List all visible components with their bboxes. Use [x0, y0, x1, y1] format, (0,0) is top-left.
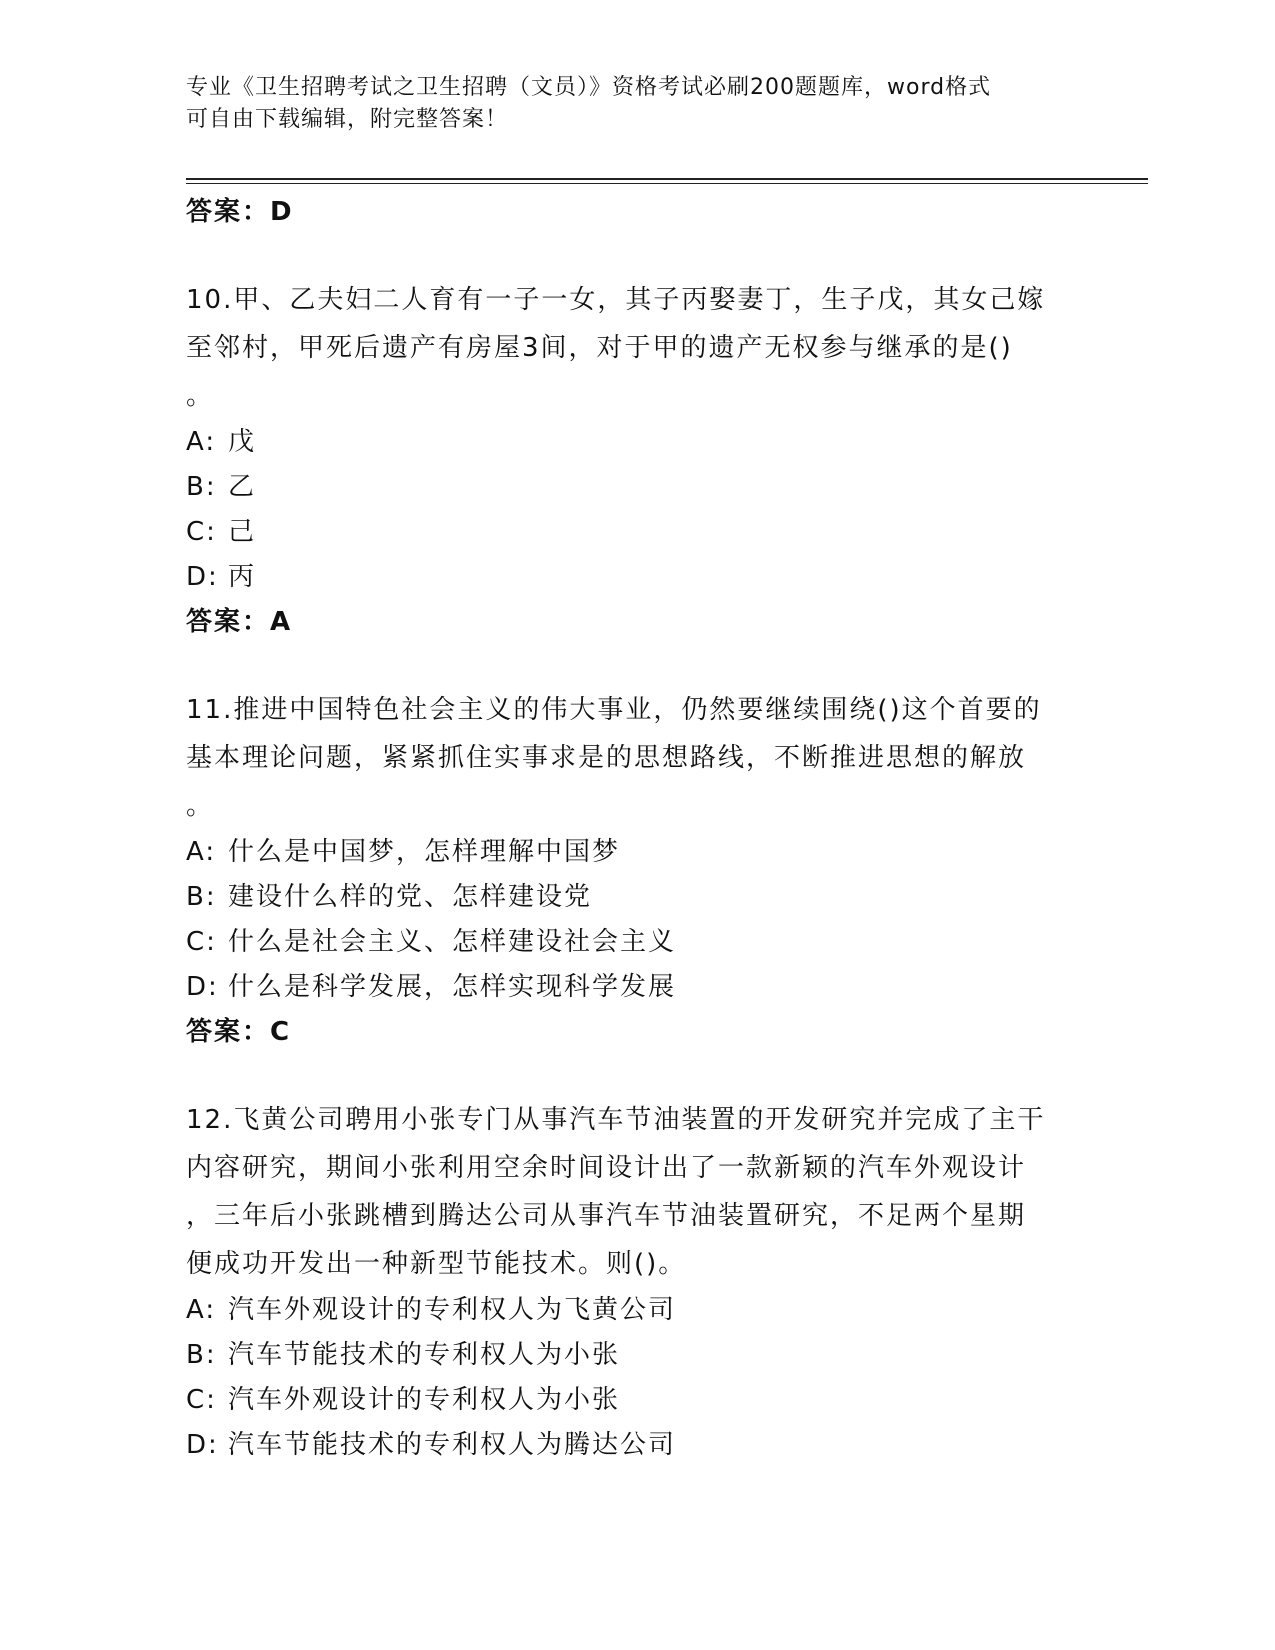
previous-answer: 答案：D: [186, 197, 294, 227]
option-text: 汽车外观设计的专利权人为飞黄公司: [228, 1295, 677, 1325]
option-text: 丙: [228, 562, 257, 592]
header-rule-thin: [186, 183, 1148, 184]
option-letter: C:: [186, 517, 217, 547]
stem-line: 11.推进中国特色社会主义的伟大事业，仍然要继续围绕()这个首要的: [186, 695, 1042, 725]
option-letter: D:: [186, 562, 219, 592]
stem-line: 。: [186, 791, 215, 821]
question-stem: [186, 1096, 1086, 1288]
question-list: [186, 190, 1086, 1468]
document-header: [186, 72, 1086, 136]
option-c: [186, 510, 1086, 555]
header-line-2: 可自由下载编辑，附完整答案！: [186, 107, 509, 132]
stem-line: 。: [186, 381, 215, 411]
option-letter: A:: [186, 427, 217, 457]
stem-line: 10.甲、乙夫妇二人育有一子一女，其子丙娶妻丁，生子戊，其女己嫁: [186, 285, 1046, 315]
header-line-1: 专业《卫生招聘考试之卫生招聘（文员）》资格考试必刷200题题库，word格式: [186, 75, 992, 100]
option-letter: C:: [186, 927, 217, 957]
option-letter: B:: [186, 882, 217, 912]
option-b: [186, 875, 1086, 920]
option-text: 什么是中国梦，怎样理解中国梦: [228, 837, 621, 867]
spacer: [186, 644, 1086, 686]
option-d: [186, 555, 1086, 600]
question-10: [186, 276, 1086, 644]
option-text: 汽车外观设计的专利权人为小张: [228, 1385, 621, 1415]
stem-line: ，三年后小张跳槽到腾达公司从事汽车节油装置研究，不足两个星期: [186, 1201, 1027, 1231]
option-text: 汽车节能技术的专利权人为小张: [228, 1340, 621, 1370]
question-11: [186, 686, 1086, 1054]
option-a: [186, 420, 1086, 465]
option-d: [186, 965, 1086, 1010]
option-letter: D:: [186, 1430, 219, 1460]
spacer: [186, 1054, 1086, 1096]
option-b: [186, 465, 1086, 510]
option-letter: C:: [186, 1385, 217, 1415]
option-letter: D:: [186, 972, 219, 1002]
stem-line: 基本理论问题，紧紧抓住实事求是的思想路线，不断推进思想的解放: [186, 743, 1027, 773]
answer-10: 答案：A: [186, 607, 293, 637]
option-a: [186, 830, 1086, 875]
spacer: [186, 234, 1086, 276]
option-a: [186, 1288, 1086, 1333]
option-text: 建设什么样的党、怎样建设党: [228, 882, 593, 912]
stem-line: 内容研究，期间小张利用空余时间设计出了一款新颖的汽车外观设计: [186, 1153, 1027, 1183]
option-c: [186, 1378, 1086, 1423]
option-b: [186, 1333, 1086, 1378]
question-stem: [186, 686, 1086, 830]
option-letter: A:: [186, 1295, 217, 1325]
option-letter: B:: [186, 472, 217, 502]
option-letter: B:: [186, 1340, 217, 1370]
question-12: [186, 1096, 1086, 1468]
option-c: [186, 920, 1086, 965]
option-text: 乙: [228, 472, 257, 502]
stem-line: 12.飞黄公司聘用小张专门从事汽车节油装置的开发研究并完成了主干: [186, 1105, 1046, 1135]
option-text: 什么是社会主义、怎样建设社会主义: [228, 927, 677, 957]
option-text: 己: [228, 517, 257, 547]
question-stem: [186, 276, 1086, 420]
answer-11: 答案：C: [186, 1017, 292, 1047]
option-d: [186, 1423, 1086, 1468]
stem-line: 至邻村，甲死后遗产有房屋3间，对于甲的遗产无权参与继承的是(): [186, 333, 1013, 363]
header-rule-thick: [186, 178, 1148, 180]
option-text: 什么是科学发展，怎样实现科学发展: [228, 972, 677, 1002]
option-text: 汽车节能技术的专利权人为腾达公司: [228, 1430, 677, 1460]
option-text: 戊: [228, 427, 257, 457]
option-letter: A:: [186, 837, 217, 867]
stem-line: 便成功开发出一种新型节能技术。则()。: [186, 1249, 687, 1279]
